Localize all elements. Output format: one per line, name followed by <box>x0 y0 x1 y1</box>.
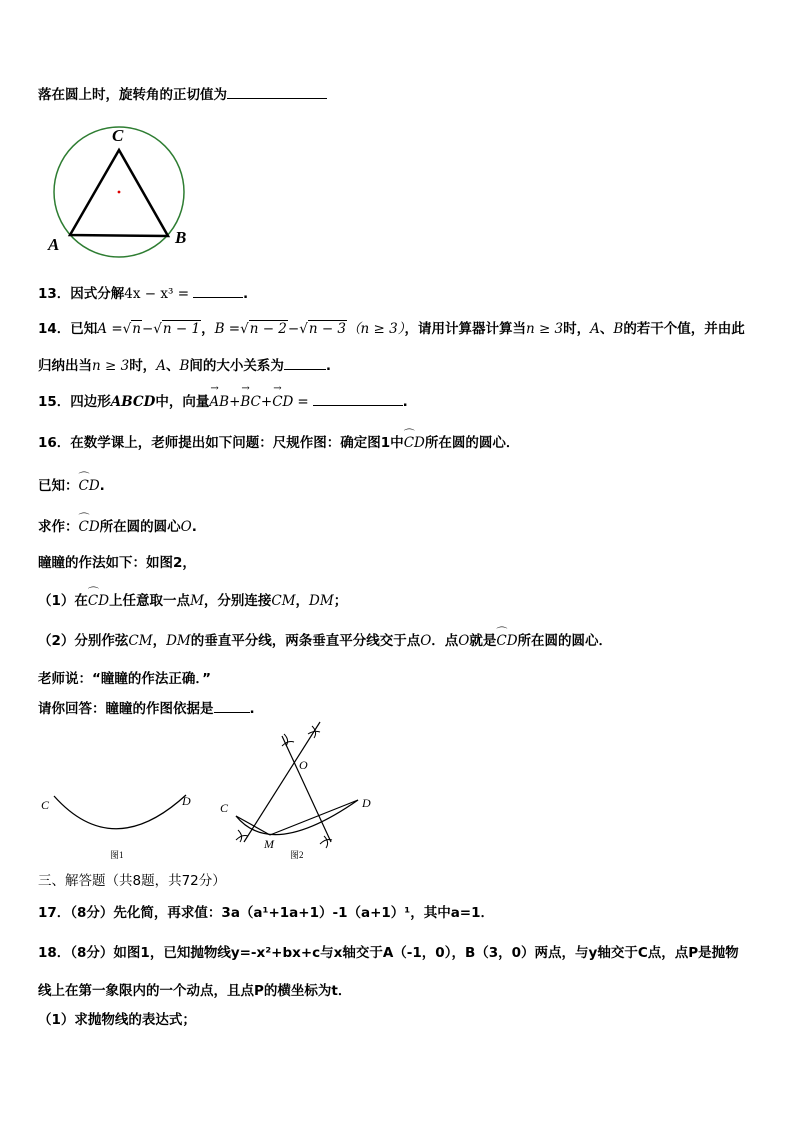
q16-step1 <box>38 589 347 609</box>
q14-line2-a-var: A <box>156 358 166 374</box>
q14-b-sqrt2: n − 3 <box>308 321 347 337</box>
q14-a-minus: − <box>141 321 154 337</box>
arc-cd: ⌒ CD <box>79 519 100 535</box>
q15-plus2: + <box>260 394 273 410</box>
q16-step1-m: M <box>190 593 204 609</box>
q15-end: . <box>402 394 408 410</box>
q16-seek <box>38 515 197 535</box>
q16-step2-d: ．点 <box>431 633 459 649</box>
q14-b-sqrt1: n − 2 <box>249 321 287 337</box>
q16-step1-e: ； <box>333 593 348 609</box>
q13-line <box>38 282 248 302</box>
q16-line1-text: 16．在数学课上，老师提出如下问题：尺规作图：确定图1中 <box>38 435 404 451</box>
q16-line1 <box>38 431 519 451</box>
q16-method <box>38 551 196 571</box>
q16-step2-o: O <box>420 633 432 649</box>
fig2-caption: 图2 <box>290 850 304 860</box>
q15-shape: ABCD <box>110 394 156 410</box>
q14-b-minus: − <box>287 321 300 337</box>
fig2-label-m: M <box>264 837 274 851</box>
section-3-title-text: 三、解答题（共8题，共72分） <box>38 873 226 889</box>
bisector-cm <box>244 722 320 842</box>
q16-step2-e: 就是 <box>469 633 497 649</box>
q16-step1-c: ，分别连接 <box>203 593 272 609</box>
q15-vector-cd: → CD <box>272 394 293 410</box>
label-b: B <box>175 228 187 247</box>
figure-2 <box>210 718 380 863</box>
q12-tail-text: 落在圆上时，旋转角的正切值为 <box>38 87 227 103</box>
q16-step1-a: （1）在 <box>38 593 88 609</box>
arc-cd: ⌒ CD <box>496 633 517 649</box>
q14-cond: （n ≥ 3） <box>347 321 405 337</box>
q15-prefix: 15．四边形 <box>38 394 111 410</box>
arc-cd: ⌒ CD <box>88 593 109 609</box>
arc-cd: ⌒ CD <box>79 478 100 494</box>
figure-1 <box>38 790 208 865</box>
q18-line2 <box>38 979 351 999</box>
q14-line2-sep: 、 <box>165 358 180 374</box>
sqrt-sign: √ <box>122 321 132 337</box>
answer-blank <box>214 700 250 713</box>
q16-step2 <box>38 629 612 649</box>
q14-a-sqrt1: n <box>132 321 141 337</box>
arc-cd-curve <box>236 800 358 835</box>
q16-seek-mid: 所在圆的圆心 <box>99 519 181 535</box>
q14-b-lhs: B = <box>214 321 241 337</box>
arc-cd: ⌒ CD <box>404 435 425 451</box>
q16-line1-end: 所在圆的圆心． <box>424 435 520 451</box>
q16-step2-cm: CM <box>128 633 153 649</box>
q16-seek-end: . <box>191 519 197 535</box>
fig2-label-d: D <box>362 796 371 810</box>
q14-line2-c: 间的大小关系为 <box>189 358 284 374</box>
q14-text3: 的若干个值，并由此 <box>623 321 745 337</box>
arc-cd-curve <box>54 795 186 829</box>
q16-step2-c: 的垂直平分线，两条垂直平分线交于点 <box>190 633 421 649</box>
q16-step1-d: ， <box>295 593 310 609</box>
construction-mark <box>320 836 332 848</box>
q14-sep2: 、 <box>599 321 614 337</box>
q15-vector-bc: → BC <box>240 394 261 410</box>
q14-line2-end: . <box>325 358 331 374</box>
fig2-label-c: C <box>220 801 229 815</box>
q18-part1-text: （1）求抛物线的表达式； <box>38 1012 196 1028</box>
q14-line2 <box>38 354 331 374</box>
q14-line1 <box>38 317 745 337</box>
q18-part1 <box>38 1008 196 1028</box>
q15-plus1: + <box>229 394 241 410</box>
q16-known-end: . <box>99 478 105 494</box>
triangle-circle-figure <box>40 120 200 260</box>
q12-tail-line <box>38 83 327 103</box>
q16-teacher <box>38 667 211 687</box>
label-a: A <box>48 235 60 254</box>
q14-b-var: B <box>613 321 624 337</box>
q16-step2-f: 所在圆的圆心． <box>517 633 613 649</box>
fig1-caption: 图1 <box>110 850 124 860</box>
sqrt-sign: √ <box>153 321 162 337</box>
q15-line <box>38 390 408 410</box>
q14-line2-b: 时， <box>129 358 157 374</box>
q13-prefix: 13．因式分解 <box>38 286 125 302</box>
q18-line2-text: 线上在第一象限内的一个动点，且点P的横坐标为t． <box>38 983 352 999</box>
chord-cm <box>236 816 270 835</box>
q14-line2-cond: n ≥ 3 <box>92 358 130 374</box>
q16-ask-text: 请你回答：瞳瞳的作图依据是 <box>38 701 214 717</box>
q13-suffix: . <box>243 286 249 302</box>
q14-text2: 时， <box>563 321 591 337</box>
q18-line1-text: 18．（8分）如图1，已知抛物线y=-x²+bx+c与x轴交于A（-1，0），B（3，0）两点，与y轴交于C点，点P是抛物 <box>38 945 739 961</box>
fig1-label-d: D <box>182 794 191 808</box>
q16-known <box>38 474 105 494</box>
q13-expr: 4x − x³ = <box>124 286 190 302</box>
fig2-label-o: O <box>299 758 308 772</box>
q17-line <box>38 901 494 921</box>
q17-text: 17．（8分）先化简，再求值：3a（a¹+1a+1）-1（a+1）¹，其中a=1． <box>38 905 495 921</box>
q16-step1-cm: CM <box>271 593 296 609</box>
fig1-label-c: C <box>41 798 50 812</box>
label-c: C <box>112 126 124 145</box>
q14-line2-a: 归纳出当 <box>38 358 92 374</box>
q16-ask-end: . <box>249 701 255 717</box>
q16-step2-dm: DM <box>166 633 191 649</box>
construction-mark <box>308 726 320 738</box>
q14-prefix: 14．已知 <box>38 321 98 337</box>
q16-step2-a: （2）分别作弦 <box>38 633 129 649</box>
q16-seek-label: 求作： <box>38 519 79 535</box>
q14-a-sqrt2: n − 1 <box>162 321 201 337</box>
q14-a-var: A <box>590 321 600 337</box>
answer-blank <box>313 393 403 406</box>
q16-teacher-text: 老师说：“瞳瞳的作法正确．” <box>38 671 211 687</box>
q14-a-lhs: A = <box>97 321 123 337</box>
q14-text1: ，请用计算器计算当 <box>404 321 526 337</box>
q16-ask <box>38 697 255 717</box>
q14-line2-b-var: B <box>179 358 190 374</box>
sqrt-sign: √ <box>240 321 249 337</box>
q16-step2-b: ， <box>152 633 167 649</box>
q16-step2-o2: O <box>458 633 470 649</box>
answer-blank <box>193 285 243 298</box>
q16-method-text: 瞳瞳的作法如下：如图2， <box>38 555 196 571</box>
q16-step1-b: 上任意取一点 <box>109 593 191 609</box>
q16-step1-dm: DM <box>309 593 334 609</box>
q16-seek-o: O <box>180 519 192 535</box>
q14-cond2: n ≥ 3 <box>525 321 564 337</box>
q16-known-label: 已知： <box>38 478 79 494</box>
answer-blank <box>284 357 326 370</box>
q14-sep: ， <box>201 321 215 337</box>
circle-center <box>118 191 121 194</box>
bisector-dm <box>282 736 331 842</box>
q15-mid: 中，向量 <box>155 394 210 410</box>
sqrt-sign: √ <box>299 321 308 337</box>
q15-vector-ab: → AB <box>209 394 229 410</box>
construction-mark <box>236 830 248 842</box>
q18-line1 <box>38 941 739 961</box>
section-3-title <box>38 869 226 889</box>
q15-eq: = <box>297 394 309 410</box>
answer-blank <box>227 86 327 99</box>
